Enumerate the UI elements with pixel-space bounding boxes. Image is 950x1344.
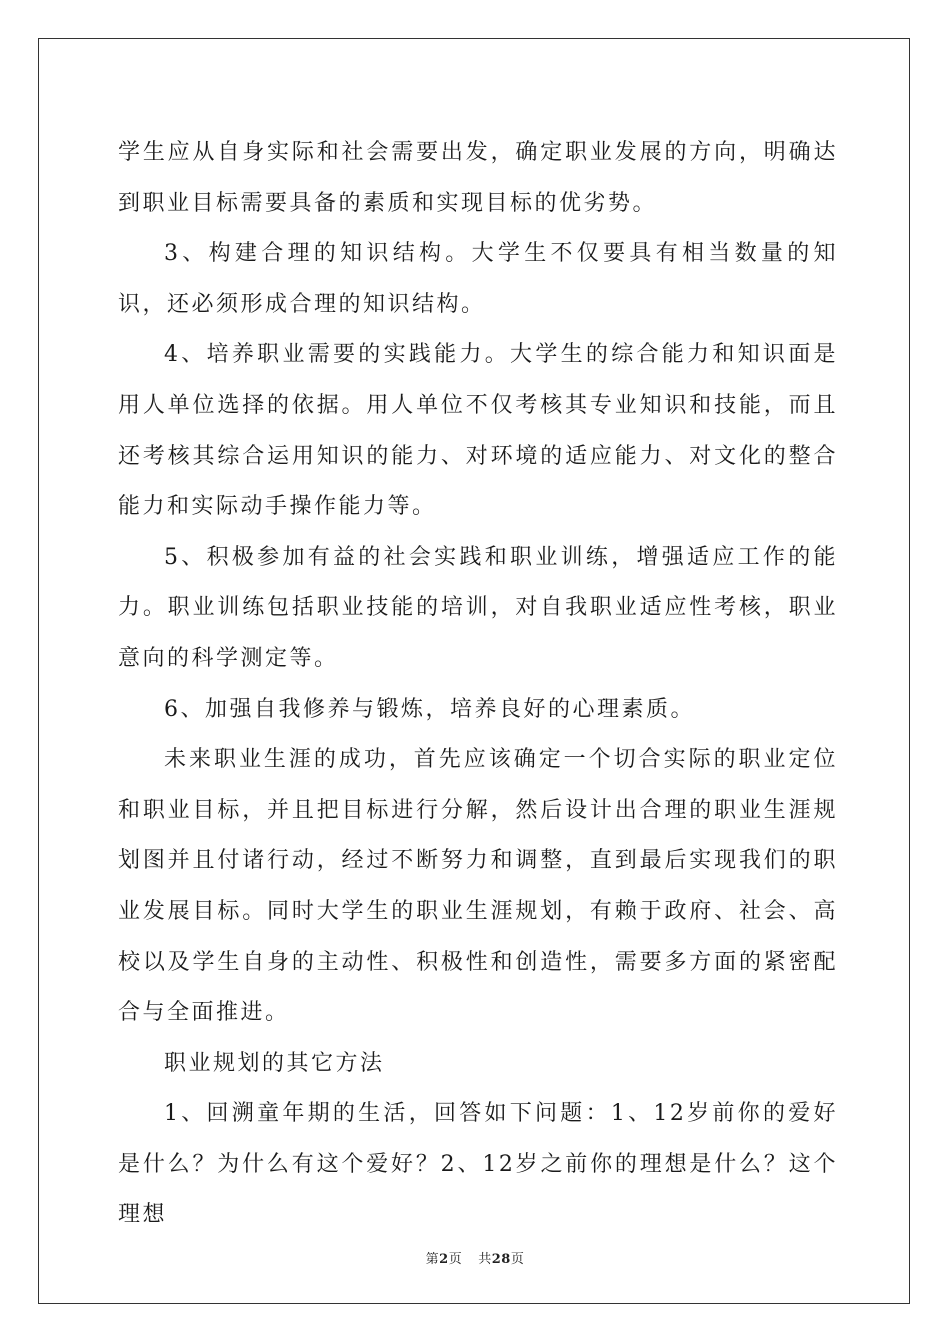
total-pages: 28 (491, 1252, 511, 1267)
paragraph-7: 1、回溯童年期的生活，回答如下问题：1、12岁前你的爱好是什么？为什么有这个爱好？2、12岁之前你的理想是什么？这个理想 (118, 1101, 838, 1228)
paragraph-3: 4、培养职业需要的实践能力。大学生的综合能力和知识面是用人单位选择的依据。用人单位不仅考核其专业知识和技能，而且还考核其综合运用知识的能力、对环境的适应能力、对文化的整合能力和实际动手操作能力等。 (118, 342, 838, 520)
section-heading: 职业规划的其它方法 (164, 1050, 385, 1076)
paragraph-6: 未来职业生涯的成功，首先应该确定一个切合实际的职业定位和职业目标，并且把目标进行分解，然后设计出合理的职业生涯规划图并且付诸行动，经过不断努力和调整，直到最后实现我们的职业发展目标。同时大学生的职业生涯规划，有赖于政府、社会、高校以及学生自身的主动性、积极性和创造性，需要多方面的紧密配合与全面推进。 (118, 747, 838, 1026)
page-number: 2 (439, 1252, 449, 1267)
page-prefix: 第 (425, 1252, 440, 1267)
paragraph-4: 5、积极参加有益的社会实践和职业训练，增强适应工作的能力。职业训练包括职业技能的培训，对自我职业适应性考核，职业意向的科学测定等。 (118, 544, 838, 671)
document-body (118, 128, 838, 1241)
total-prefix: 共 (478, 1252, 492, 1267)
page-footer (0, 1248, 950, 1267)
page-suffix: 页 (448, 1252, 463, 1267)
paragraph-5: 6、加强自我修养与锻炼，培养良好的心理素质。 (164, 696, 695, 722)
paragraph-1: 学生应从自身实际和社会需要出发，确定职业发展的方向，明确达到职业目标需要具备的素质和实现目标的优劣势。 (118, 140, 838, 216)
paragraph-2: 3、构建合理的知识结构。大学生不仅要具有相当数量的知识，还必须形成合理的知识结构。 (118, 241, 838, 317)
total-suffix: 页 (510, 1252, 525, 1267)
